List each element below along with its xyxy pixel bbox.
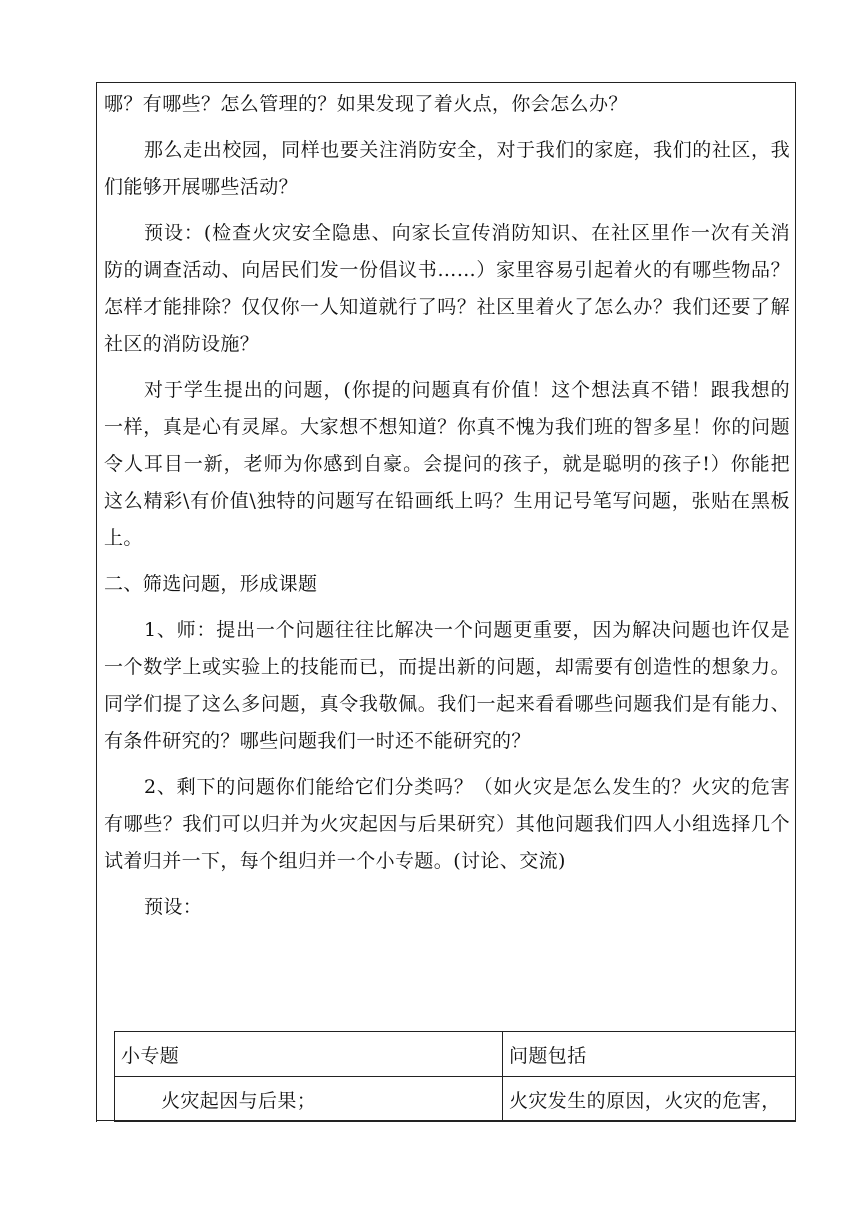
document-body <box>104 86 790 926</box>
paragraph-step-1: 1、师：提出一个问题往往比解决一个问题更重要，因为解决问题也许仅是一个数学上或实验上的技能而已，而提出新的问题，却需要有创造性的想象力。同学们提了这么多问题，真令我敬佩。我们一起来看看哪些问题我们是有能力、有条件研究的？哪些问题我们一时还不能研究的？ <box>104 619 790 752</box>
table-header-questions: 问题包括 <box>503 1032 796 1077</box>
table-cell-topic: 火灾起因与后果； <box>115 1077 503 1122</box>
table-header-row <box>115 1032 796 1077</box>
paragraph-preset-activities: 预设：(检查火灾安全隐患、向家长宣传消防知识、在社区里作一次有关消防的调查活动、向居民们发一份倡议书……）家里容易引起着火的有哪些物品？怎样才能排除？仅仅你一人知道就行了吗？社区里着火了怎么办？我们还要了解社区的消防设施？ <box>104 222 790 355</box>
section-heading: 二、筛选问题，形成课题 <box>104 573 318 595</box>
table-cell-questions: 火灾发生的原因，火灾的危害， <box>503 1077 796 1122</box>
topics-table <box>114 1031 796 1122</box>
paragraph-preset-label: 预设： <box>144 896 203 918</box>
table-header-topic: 小专题 <box>115 1032 503 1077</box>
paragraph-student-questions: 对于学生提出的问题，(你提的问题真有价值！这个想法真不错！跟我想的一样，真是心有灵犀。大家想不想知道？你真不愧为我们班的智多星！你的问题令人耳目一新，老师为你感到自豪。会提问的孩子，就是聪明的孩子!）你能把这么精彩\有价值\独特的问题写在铅画纸上吗？生用记号笔写问题，张贴在黑板上。 <box>104 379 790 549</box>
paragraph-continuation: 哪？有哪些？怎么管理的？如果发现了着火点，你会怎么办？ <box>104 93 628 115</box>
table-row <box>115 1077 796 1122</box>
paragraph-step-2: 2、剩下的问题你们能给它们分类吗？（如火灾是怎么发生的？火灾的危害有哪些？我们可以归并为火灾起因与后果研究）其他问题我们四人小组选择几个试着归并一下，每个组归并一个小专题。(讨论、交流) <box>104 776 790 872</box>
paragraph-community: 那么走出校园，同样也要关注消防安全，对于我们的家庭，我们的社区，我们能够开展哪些活动？ <box>104 139 790 198</box>
